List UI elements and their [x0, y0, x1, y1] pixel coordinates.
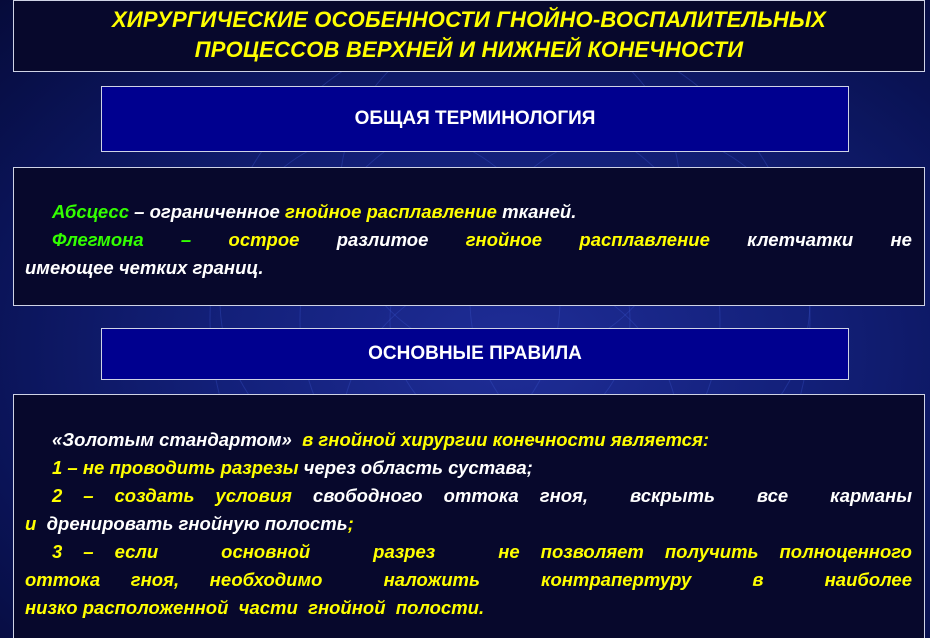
abscess-def-part3: тканей. — [496, 201, 577, 222]
abscess-dash: – — [128, 201, 150, 222]
rule-2-line1 — [25, 482, 912, 510]
phlegmon-dash: – — [143, 229, 229, 250]
rule-1-detail: через область сустава; — [298, 457, 533, 478]
abscess-term: Абсцесс — [52, 201, 129, 222]
rules-intro — [25, 426, 912, 454]
rule-2-semicolon: ; — [347, 513, 354, 534]
phlegmon-def-acute: острое — [228, 229, 300, 250]
rule-2-line2 — [25, 510, 912, 538]
phlegmon-def-tissue: клетчатки не — [709, 229, 912, 250]
section-heading-terminology: ОБЩАЯ ТЕРМИНОЛОГИЯ — [101, 86, 849, 152]
abscess-def-highlight: гнойное расплавление — [284, 201, 497, 222]
phlegmon-definition-line2 — [25, 254, 912, 282]
rule-2-main: 2 – создать условия — [52, 485, 292, 506]
section-heading-rules: ОСНОВНЫЕ ПРАВИЛА — [101, 328, 849, 380]
abscess-definition — [25, 198, 912, 226]
rule-3-line2: оттока гноя, необходимо наложить контрапертуру в наиболее — [25, 569, 912, 590]
rule-3-line3: низко расположенной части гнойной полости. — [25, 597, 485, 618]
rule-2-drain: дренировать гнойную полость — [36, 513, 348, 534]
rule-1-main: 1 – не проводить разрезы — [52, 457, 299, 478]
phlegmon-def-end: имеющее четких границ. — [25, 257, 264, 278]
phlegmon-definition-line1 — [25, 226, 912, 254]
rule-2-pockets: вскрыть все карманы — [588, 485, 913, 506]
slide-title-line-1: ХИРУРГИЧЕСКИЕ ОСОБЕННОСТИ ГНОЙНО-ВОСПАЛИТЕЛЬНЫХ — [111, 7, 827, 32]
phlegmon-term: Флегмона — [52, 229, 144, 250]
terminology-content-box — [13, 167, 925, 306]
rule-1 — [25, 454, 912, 482]
phlegmon-def-diffuse: разлитое — [299, 229, 466, 250]
rule-2-outflow: свободного оттока гноя, — [291, 485, 589, 506]
abscess-def-part1: ограниченное — [149, 201, 285, 222]
phlegmon-def-highlight: гнойное расплавление — [465, 229, 710, 250]
slide-title-line-2: ПРОЦЕССОВ ВЕРХНЕЙ И НИЖНЕЙ КОНЕЧНОСТИ — [194, 37, 744, 62]
rule-2-and: и — [25, 513, 37, 534]
rule-3-line1: 3 – если основной разрез не позволяет получить полноценного — [52, 541, 912, 562]
slide-title-box — [13, 0, 925, 72]
gold-standard-context: в гнойной хирургии конечности является: — [291, 429, 710, 450]
gold-standard-label: «Золотым стандартом» — [52, 429, 292, 450]
rules-content-box — [13, 394, 925, 638]
